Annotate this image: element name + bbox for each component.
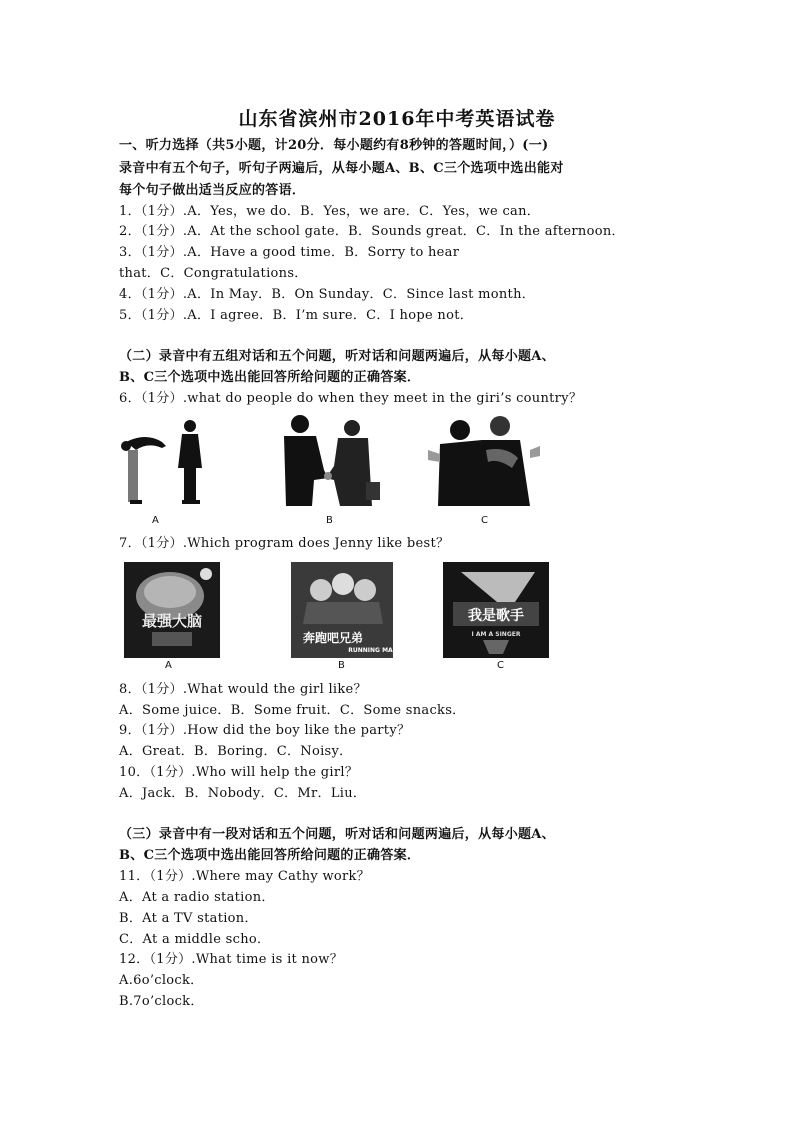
q7-label-a: A	[165, 660, 172, 671]
question-3-continued: that．C．Congratulations．	[119, 266, 308, 281]
q7-label-c: C	[497, 660, 504, 671]
part1-intro-line-1: 一、听力选择（共5小题，计20分．每小题约有8秒钟的答题时间，）(一)	[119, 138, 549, 153]
q7-logo-c-subtext: I AM A SINGER	[471, 631, 521, 638]
q6-image-hugging	[426, 410, 542, 514]
question-10-options: A．Jack．B．Nobody．C．Mr．Liu．	[119, 786, 367, 801]
question-4: 4．（1分）.A．In May．B．On Sunday．C．Since last month．	[119, 287, 536, 302]
question-8: 8．（1分）.What would the girl like？	[119, 682, 367, 697]
question-11-option-c: C．At a middle scho．	[119, 932, 271, 947]
question-11-option-b: B．At a TV station．	[119, 911, 258, 926]
question-12-option-a: A.6o’clock．	[119, 973, 204, 988]
question-9: 9．（1分）.How did the boy like the party？	[119, 723, 411, 738]
q7-image-program-c	[443, 562, 549, 662]
question-1: 1．（1分）.A．Yes，we do．B．Yes，we are．C．Yes，we can．	[119, 204, 541, 219]
question-7: 7．（1分）.Which program does Jenny like best？	[119, 536, 450, 551]
q7-logo-a-text: 最强大脑	[141, 612, 203, 630]
part2-intro-line-2: B、C三个选项中选出能回答所给问题的正确答案．	[119, 370, 421, 385]
q7-logo-b-subtext: RUNNING MAN	[348, 647, 393, 654]
q7-label-b: B	[338, 660, 345, 671]
question-9-options: A．Great．B．Boring．C．Noisy．	[119, 744, 353, 759]
question-10: 10．（1分）.Who will help the girl？	[119, 765, 359, 780]
question-12: 12．（1分）.What time is it now？	[119, 952, 344, 967]
page-title: 山东省滨州市2016年中考英语试卷	[238, 108, 556, 130]
q6-label-c: C	[481, 515, 488, 526]
question-3: 3．（1分）.A．Have a good time．B．Sorry to hear	[119, 245, 460, 260]
part1-intro-line-2: 录音中有五个句子，听句子两遍后，从每小题A、B、C三个选项中选出能对	[119, 161, 564, 176]
q7-image-program-a	[124, 562, 220, 662]
question-2: 2．（1分）.A．At the school gate．B．Sounds great．C．In the afternoon．	[119, 224, 625, 239]
q6-label-a: A	[152, 515, 159, 526]
q7-logo-c-text: 我是歌手	[468, 608, 524, 624]
q6-image-handshake	[274, 410, 384, 514]
q6-image-bowing	[118, 412, 218, 512]
question-8-options: A．Some juice．B．Some fruit．C．Some snacks．	[119, 703, 466, 718]
part3-intro-line-1: （三）录音中有一段对话和五个问题，听对话和问题两遍后，从每小题A、	[119, 827, 555, 842]
q6-label-b: B	[326, 515, 333, 526]
part2-intro-line-1: （二）录音中有五组对话和五个问题，听对话和问题两遍后，从每小题A、	[119, 349, 555, 364]
question-11-option-a: A．At a radio station．	[119, 890, 275, 905]
question-6: 6．（1分）.what do people do when they meet in the giri’s country？	[119, 391, 583, 406]
part3-intro-line-2: B、C三个选项中选出能回答所给问题的正确答案．	[119, 848, 421, 863]
q7-logo-b-text: 奔跑吧兄弟	[302, 631, 364, 645]
question-12-option-b: B.7o’clock．	[119, 994, 204, 1009]
question-5: 5．（1分）.A．I agree．B．I’m sure．C．I hope not．	[119, 308, 474, 323]
part1-intro-line-3: 每个句子做出适当反应的答语．	[119, 183, 306, 198]
question-11: 11．（1分）.Where may Cathy work？	[119, 869, 370, 884]
q7-image-program-b	[291, 562, 393, 662]
